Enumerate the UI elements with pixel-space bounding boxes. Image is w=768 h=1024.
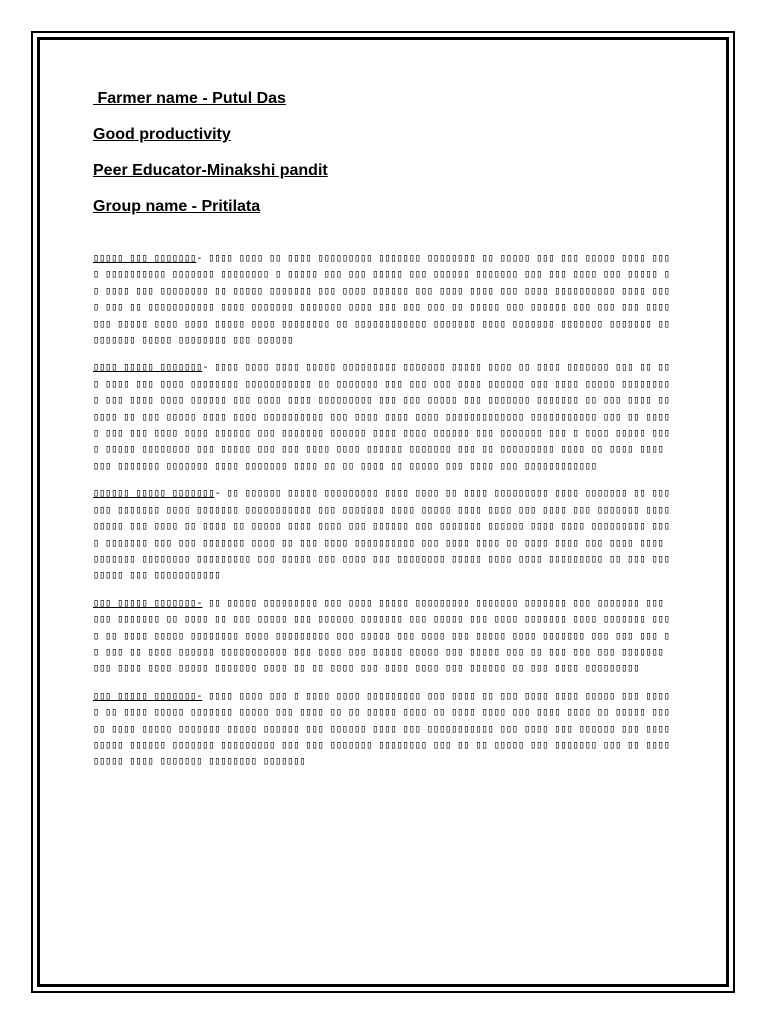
paragraph-2-text: ▯▯▯▯ ▯▯▯▯ ▯▯▯▯ ▯▯▯▯▯ ▯▯▯▯▯▯▯▯▯ ▯▯▯▯▯▯▯ ▯▯▯▯▯ ▯▯▯▯ ▯▯ ▯▯▯▯ ▯▯▯▯▯▯▯ ▯▯▯ ▯▯ ▯▯▯ ▯▯▯▯ ▯▯▯ ▯▯▯▯ ▯▯▯▯▯▯▯▯ ▯▯▯▯▯▯▯▯▯▯▯ ▯▯ ▯▯▯▯▯▯▯ ▯▯▯ ▯▯▯ ▯▯▯ ▯▯▯▯ ▯▯▯▯▯▯ ▯▯▯ ▯▯▯▯ ▯▯▯▯▯ ▯▯▯▯▯▯▯▯▯ ▯▯▯ ▯▯▯▯ ▯▯▯▯ ▯▯▯▯▯▯ ▯▯▯ ▯▯▯▯ ▯▯▯▯ ▯▯▯▯▯▯▯▯▯ ▯▯▯ ▯▯▯ ▯▯▯▯▯ ▯▯▯ ▯▯▯▯▯▯▯ ▯▯▯▯▯▯▯ ▯▯ ▯▯▯ ▯▯▯▯ ▯▯ ▯▯▯▯ ▯▯ ▯▯▯ ▯▯▯▯▯ ▯▯▯▯ ▯▯▯▯ ▯▯▯▯▯▯▯▯▯▯ ▯▯▯ ▯▯▯▯ ▯▯▯▯ ▯▯▯▯ ▯▯▯▯▯▯▯▯▯▯▯▯▯ ▯▯▯▯▯▯▯▯▯▯▯ ▯▯▯ ▯▯ ▯▯▯▯▯ ▯▯▯ ▯▯▯ ▯▯▯▯ ▯▯▯▯ ▯▯▯▯▯▯ ▯▯▯ ▯▯▯▯▯▯▯ ▯▯▯▯▯▯ ▯▯▯▯ ▯▯▯▯ ▯▯▯▯▯▯ ▯▯▯ ▯▯▯▯▯▯▯ ▯▯▯ ▯ ▯▯▯▯ ▯▯▯▯▯ ▯▯▯▯ ▯▯▯▯▯ ▯▯▯▯▯▯▯▯ ▯▯▯ ▯▯▯▯▯ ▯▯▯ ▯▯▯ ▯▯▯▯ ▯▯▯▯ ▯▯▯▯▯▯ ▯▯▯▯▯▯▯ ▯▯▯ ▯▯ ▯▯▯▯▯▯▯▯▯ ▯▯▯▯ ▯▯ ▯▯▯▯ ▯▯▯▯ ▯▯▯ ▯▯▯▯▯▯▯ ▯▯▯▯▯▯▯ ▯▯▯▯ ▯▯▯▯▯▯▯ ▯▯▯▯ ▯▯ ▯▯ ▯▯▯▯ ▯▯ ▯▯▯▯▯ ▯▯▯ ▯▯▯▯ ▯▯▯ ▯▯▯▯▯▯▯▯▯▯▯▯ <box>93 361 670 472</box>
paragraph-4 <box>93 595 673 677</box>
paragraph-2-sep: - <box>202 361 215 374</box>
group-name-heading: Group name - Pritilata <box>93 198 261 215</box>
farmer-name-heading: Farmer name - Putul Das <box>93 90 286 107</box>
paragraph-3-sep: - <box>214 487 227 500</box>
document-content <box>93 88 673 781</box>
paragraph-1 <box>93 250 673 348</box>
body-paragraphs <box>93 250 673 770</box>
paragraph-3 <box>93 485 673 583</box>
paragraph-3-text: ▯▯ ▯▯▯▯▯▯ ▯▯▯▯▯ ▯▯▯▯▯▯▯▯▯ ▯▯▯▯ ▯▯▯▯ ▯▯ ▯▯▯▯ ▯▯▯▯▯▯▯▯▯ ▯▯▯▯ ▯▯▯▯▯▯▯ ▯▯ ▯▯▯▯▯▯ ▯▯▯▯▯▯▯ ▯▯▯▯ ▯▯▯▯▯▯▯ ▯▯▯▯▯▯▯▯▯▯▯ ▯▯▯ ▯▯▯▯▯▯▯ ▯▯▯▯ ▯▯▯▯▯ ▯▯▯▯ ▯▯▯▯ ▯▯▯ ▯▯▯▯ ▯▯▯ ▯▯▯▯▯▯▯ ▯▯▯▯▯▯▯▯▯ ▯▯▯ ▯▯▯▯ ▯▯ ▯▯▯▯ ▯▯ ▯▯▯▯▯ ▯▯▯▯ ▯▯▯▯ ▯▯▯ ▯▯▯▯▯▯ ▯▯▯ ▯▯▯▯▯▯▯ ▯▯▯▯▯▯ ▯▯▯▯ ▯▯▯▯ ▯▯▯▯▯▯▯▯▯ ▯▯▯▯ ▯▯▯▯▯▯▯ ▯▯▯ ▯▯▯ ▯▯▯▯▯▯▯ ▯▯▯▯ ▯▯ ▯▯▯ ▯▯▯▯ ▯▯▯▯▯▯▯▯▯▯ ▯▯▯ ▯▯▯▯ ▯▯▯▯ ▯▯ ▯▯▯▯ ▯▯▯▯ ▯▯▯ ▯▯▯▯ ▯▯▯▯ ▯▯▯▯▯▯▯ ▯▯▯▯▯▯▯▯ ▯▯▯▯▯▯▯▯▯ ▯▯▯ ▯▯▯▯▯ ▯▯▯ ▯▯▯▯ ▯▯▯ ▯▯▯▯▯▯▯▯ ▯▯▯▯▯ ▯▯▯▯ ▯▯▯▯ ▯▯▯▯▯▯▯▯▯ ▯▯ ▯▯▯ ▯▯▯▯▯▯▯▯ ▯▯▯ ▯▯▯▯▯▯▯▯▯▯▯ <box>93 487 670 582</box>
paragraph-1-lead: ▯▯▯▯▯ ▯▯▯ ▯▯▯▯▯▯▯ <box>93 252 197 264</box>
paragraph-5-lead: ▯▯▯ ▯▯▯▯▯ ▯▯▯▯▯▯▯- <box>93 689 203 702</box>
paragraph-5 <box>93 688 673 770</box>
paragraph-2-lead: ▯▯▯▯ ▯▯▯▯▯ ▯▯▯▯▯▯▯ <box>93 361 203 374</box>
paragraph-3-lead: ▯▯▯▯▯▯ ▯▯▯▯▯ ▯▯▯▯▯▯▯ <box>93 487 215 500</box>
paragraph-4-lead: ▯▯▯ ▯▯▯▯▯ ▯▯▯▯▯▯▯- <box>93 596 203 609</box>
paragraph-4-text: ▯▯ ▯▯▯▯▯ ▯▯▯▯▯▯▯▯▯ ▯▯▯ ▯▯▯▯ ▯▯▯▯▯ ▯▯▯▯▯▯▯▯▯ ▯▯▯▯▯▯▯ ▯▯▯▯▯▯▯ ▯▯▯ ▯▯▯▯▯▯▯ ▯▯▯ ▯▯▯ ▯▯▯▯▯▯▯ ▯▯ ▯▯▯▯ ▯▯ ▯▯▯ ▯▯▯▯▯ ▯▯▯ ▯▯▯▯▯▯ ▯▯▯▯▯▯▯ ▯▯▯ ▯▯▯▯▯ ▯▯▯ ▯▯▯▯ ▯▯▯▯▯▯▯ ▯▯▯▯ ▯▯▯▯▯▯▯ ▯▯▯▯ ▯▯ ▯▯▯▯ ▯▯▯▯▯ ▯▯▯▯▯▯▯▯ ▯▯▯▯ ▯▯▯▯▯▯▯▯▯ ▯▯▯ ▯▯▯▯▯ ▯▯▯ ▯▯▯▯ ▯▯▯ ▯▯▯▯▯ ▯▯▯▯ ▯▯▯▯▯▯▯ ▯▯▯ ▯▯▯ ▯▯▯ ▯▯ ▯▯▯ ▯▯ ▯▯▯▯ ▯▯▯▯▯▯ ▯▯▯▯▯▯▯▯▯▯▯ ▯▯▯ ▯▯▯▯ ▯▯▯ ▯▯▯▯▯ ▯▯▯▯▯ ▯▯▯ ▯▯▯▯▯ ▯▯▯ ▯▯ ▯▯▯ ▯▯▯ ▯▯▯ ▯▯▯▯▯▯▯ ▯▯▯ ▯▯▯▯ ▯▯▯▯ ▯▯▯▯▯ ▯▯▯▯▯▯▯ ▯▯▯▯ ▯▯ ▯▯ ▯▯▯▯ ▯▯▯ ▯▯▯▯ ▯▯▯▯ ▯▯▯ ▯▯▯▯▯▯ ▯▯ ▯▯▯ ▯▯▯▯ ▯▯▯▯▯▯▯▯▯ <box>93 596 670 675</box>
peer-educator-heading: Peer Educator-Minakshi pandit <box>93 162 328 179</box>
productivity-heading: Good productivity <box>93 126 231 143</box>
paragraph-5-text: ▯▯▯▯ ▯▯▯▯ ▯▯▯ ▯ ▯▯▯▯ ▯▯▯▯ ▯▯▯▯▯▯▯▯▯ ▯▯▯ ▯▯▯▯ ▯▯ ▯▯▯ ▯▯▯▯ ▯▯▯▯ ▯▯▯▯▯ ▯▯▯ ▯▯▯▯▯ ▯▯ ▯▯▯▯ ▯▯▯▯▯ ▯▯▯▯▯▯▯ ▯▯▯▯▯ ▯▯▯ ▯▯▯▯ ▯▯ ▯▯ ▯▯▯▯▯ ▯▯▯▯ ▯▯ ▯▯▯▯ ▯▯▯▯ ▯▯▯ ▯▯▯▯ ▯▯▯▯ ▯▯ ▯▯▯▯▯ ▯▯▯▯▯ ▯▯▯▯ ▯▯▯▯▯ ▯▯▯▯▯▯▯ ▯▯▯▯▯ ▯▯▯▯▯▯ ▯▯▯ ▯▯▯▯▯▯ ▯▯▯▯ ▯▯▯ ▯▯▯▯▯▯▯▯▯▯▯ ▯▯▯ ▯▯▯▯ ▯▯▯ ▯▯▯▯▯▯ ▯▯▯ ▯▯▯▯ ▯▯▯▯▯ ▯▯▯▯▯▯ ▯▯▯▯▯▯▯ ▯▯▯▯▯▯▯▯▯ ▯▯▯ ▯▯▯ ▯▯▯▯▯▯▯ ▯▯▯▯▯▯▯▯ ▯▯▯ ▯▯ ▯▯ ▯▯▯▯▯ ▯▯▯ ▯▯▯▯▯▯▯ ▯▯▯ ▯▯ ▯▯▯▯ ▯▯▯▯▯ ▯▯▯▯ ▯▯▯▯▯▯▯ ▯▯▯▯▯▯▯▯ ▯▯▯▯▯▯▯ <box>93 689 670 768</box>
paragraph-1-sep: - <box>196 252 209 264</box>
paragraph-2 <box>93 359 673 474</box>
paragraph-1-text: ▯▯▯▯ ▯▯▯▯ ▯▯ ▯▯▯▯ ▯▯▯▯▯▯▯▯▯ ▯▯▯▯▯▯▯ ▯▯▯▯▯▯▯▯ ▯▯ ▯▯▯▯▯ ▯▯▯ ▯▯▯ ▯▯▯▯▯ ▯▯▯▯ ▯▯▯▯ ▯▯▯▯▯▯▯▯▯▯ ▯▯▯▯▯▯▯ ▯▯▯▯▯▯▯▯ ▯ ▯▯▯▯▯ ▯▯▯ ▯▯▯ ▯▯▯▯▯ ▯▯▯ ▯▯▯▯▯▯ ▯▯▯▯▯▯▯ ▯▯▯ ▯▯▯ ▯▯▯▯ ▯▯▯ ▯▯▯▯▯ ▯▯ ▯▯▯▯ ▯▯▯ ▯▯▯▯▯▯▯▯ ▯▯ ▯▯▯▯▯ ▯▯▯▯▯▯▯ ▯▯▯ ▯▯▯▯ ▯▯▯▯▯▯ ▯▯▯ ▯▯▯▯ ▯▯▯▯ ▯▯▯ ▯▯▯▯ ▯▯▯▯▯▯▯▯▯▯ ▯▯▯▯ ▯▯▯▯ ▯▯▯ ▯▯ ▯▯▯▯▯▯▯▯▯▯▯ ▯▯▯▯ ▯▯▯▯▯▯▯ ▯▯▯▯▯▯▯ ▯▯▯▯ ▯▯▯ ▯▯▯ ▯▯▯ ▯▯ ▯▯▯▯▯ ▯▯▯ ▯▯▯▯▯▯ ▯▯▯ ▯▯▯ ▯▯▯ ▯▯▯▯ ▯▯▯ ▯▯▯▯▯ ▯▯▯▯ ▯▯▯▯ ▯▯▯▯▯ ▯▯▯▯ ▯▯▯▯▯▯▯▯ ▯▯ ▯▯▯▯▯▯▯▯▯▯▯▯ ▯▯▯▯▯▯▯ ▯▯▯▯ ▯▯▯▯▯▯▯ ▯▯▯▯▯▯▯ ▯▯▯▯▯▯▯ ▯▯▯▯▯▯▯▯▯ ▯▯▯▯▯ ▯▯▯▯▯▯▯▯ ▯▯▯ ▯▯▯▯▯▯ <box>93 252 670 347</box>
